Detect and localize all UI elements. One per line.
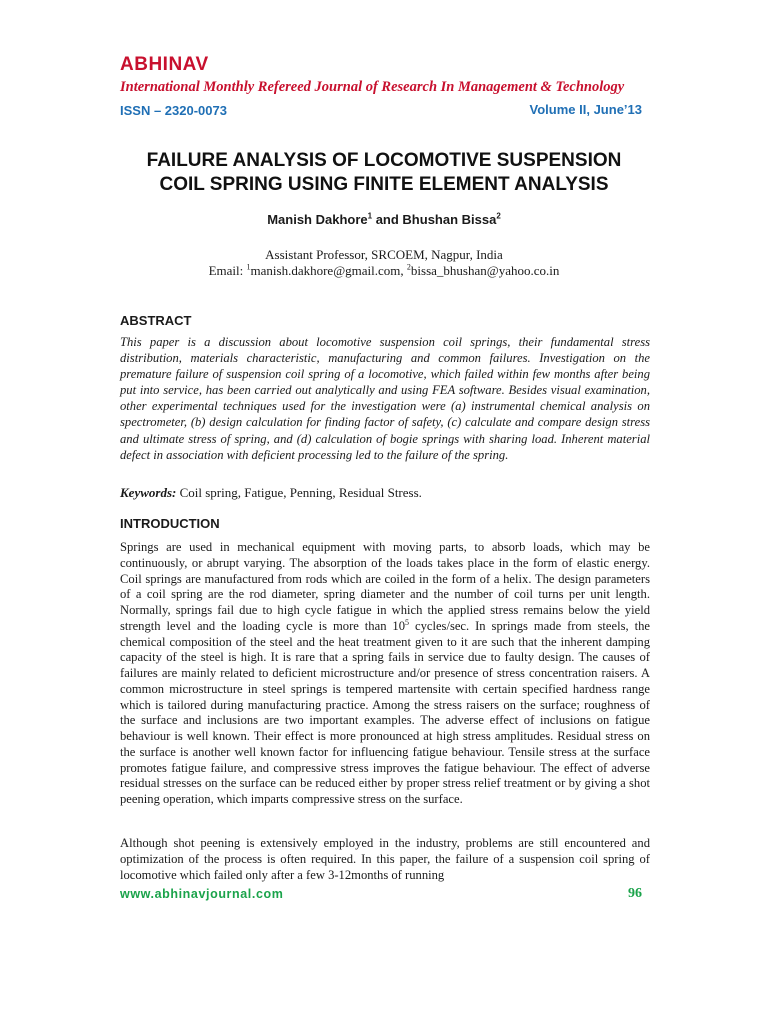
authors (100, 212, 668, 227)
abstract-heading: ABSTRACT (120, 313, 192, 328)
affiliation: Assistant Professor, SRCOEM, Nagpur, India (265, 247, 503, 262)
introduction-paragraph-1 (120, 540, 650, 808)
journal-subtitle: International Monthly Refereed Journal of Research In Management & Technology (120, 79, 625, 95)
keywords-label: Keywords: (120, 485, 177, 500)
title-line-2: COIL SPRING USING FINITE ELEMENT ANALYSIS (159, 174, 609, 195)
journal-name: ABHINAV (120, 54, 209, 75)
email-2: bissa_bhushan@yahoo.co.in (410, 263, 560, 278)
volume-info: Volume II, June’13 (529, 102, 642, 117)
email-line (100, 263, 668, 279)
email-2-sup: 2 (406, 262, 411, 272)
keywords (120, 485, 650, 501)
title-line-1: FAILURE ANALYSIS OF LOCOMOTIVE SUSPENSION (146, 150, 622, 171)
intro-p1-sup: 5 (405, 617, 410, 627)
affiliation-block (100, 247, 668, 279)
abstract-text: This paper is a discussion about locomotive suspension coil springs, their fundamental stress distribution, materials characteristic, manufacturing and common failures. Investigation on the premature failure of suspension coil spring of a locomotive, which failed within few months after being put into service, has been carried out analytically and using FEA software. Besides visual examination, other experimental techniques used for the investigation were (a) instrumental chemical analysis on spectrometer, (b) design calculation for finding factor of safety, (c) calculate and compare design stress and ultimate stress of spring, and (d) calculation of bogie springs with sharing load. Inherent material defect in association with deficient processing led to the failure of the spring. (120, 335, 650, 462)
email-1-sup: 1 (246, 262, 251, 272)
introduction-paragraph-2: Although shot peening is extensively employed in the industry, problems are still encountered and optimization of the process is often required. In this paper, the failure of a suspension coil spring of locomotive which failed only after a few 3-12months of running (120, 836, 650, 882)
author-connector: and (372, 212, 403, 227)
keywords-text: Coil spring, Fatigue, Penning, Residual Stress. (176, 485, 422, 500)
email-1: manish.dakhore@gmail.com, (250, 263, 407, 278)
author-1: Manish Dakhore (267, 212, 368, 227)
intro-p1-part-a: Springs are used in mechanical equipment with moving parts, to absorb loads, which may be continuously, or abrupt varying. The absorption of the loads takes place in the form of elastic energy. Coil springs are manufactured from rods which are coiled in the form of a helix. The design parameters of a coil spring are the rod diameter, spring diameter and the number of coil turns per unit length. Normally, springs fail due to high cycle fatigue in which the applied stress remains below the yield strength level and the loading cycle is more than 10 (120, 540, 650, 633)
author-1-sup: 1 (367, 211, 373, 221)
intro-p1-part-b: cycles/sec. In springs made from steels, the chemical composition of the steel and the heat treatment given to it are such that the inherent damping capacity of the steel is high. It is rare that a spring fails in service due to faulty design. The causes of failures are mainly related to deficient microstructure and/or presence of stress concentration raisers. A common microstructure in steel springs is tempered martensite with certain specified hardness range which is tailored during manufacturing practice. Among the stress raisers on the surface; roughness of the surface and inclusions are two important examples. The adverse effect of inclusions on fatigue behaviour is well known. Their effect is more pronounced at high stress amplitudes. Residual stress on the surface is another well known factor for influencing fatigue behaviour. Tensile stress at the surface promotes fatigue failure, and compressive stress improves the fatigue behaviour. The effect of adverse residual stresses on the surface can be reduced either by proper stress relief treatment or by giving a shot peening operation, which imparts compressive stress on the surface. (120, 618, 650, 806)
author-2-sup: 2 (496, 211, 501, 221)
page-number: 96 (628, 886, 642, 901)
email-label: Email: (208, 263, 247, 278)
paper-title (100, 149, 668, 197)
author-2: Bhushan Bissa (402, 212, 497, 227)
introduction-heading: INTRODUCTION (120, 516, 220, 531)
footer-website-link[interactable]: www.abhinavjournal.com (120, 887, 284, 901)
issn: ISSN – 2320-0073 (120, 103, 227, 118)
